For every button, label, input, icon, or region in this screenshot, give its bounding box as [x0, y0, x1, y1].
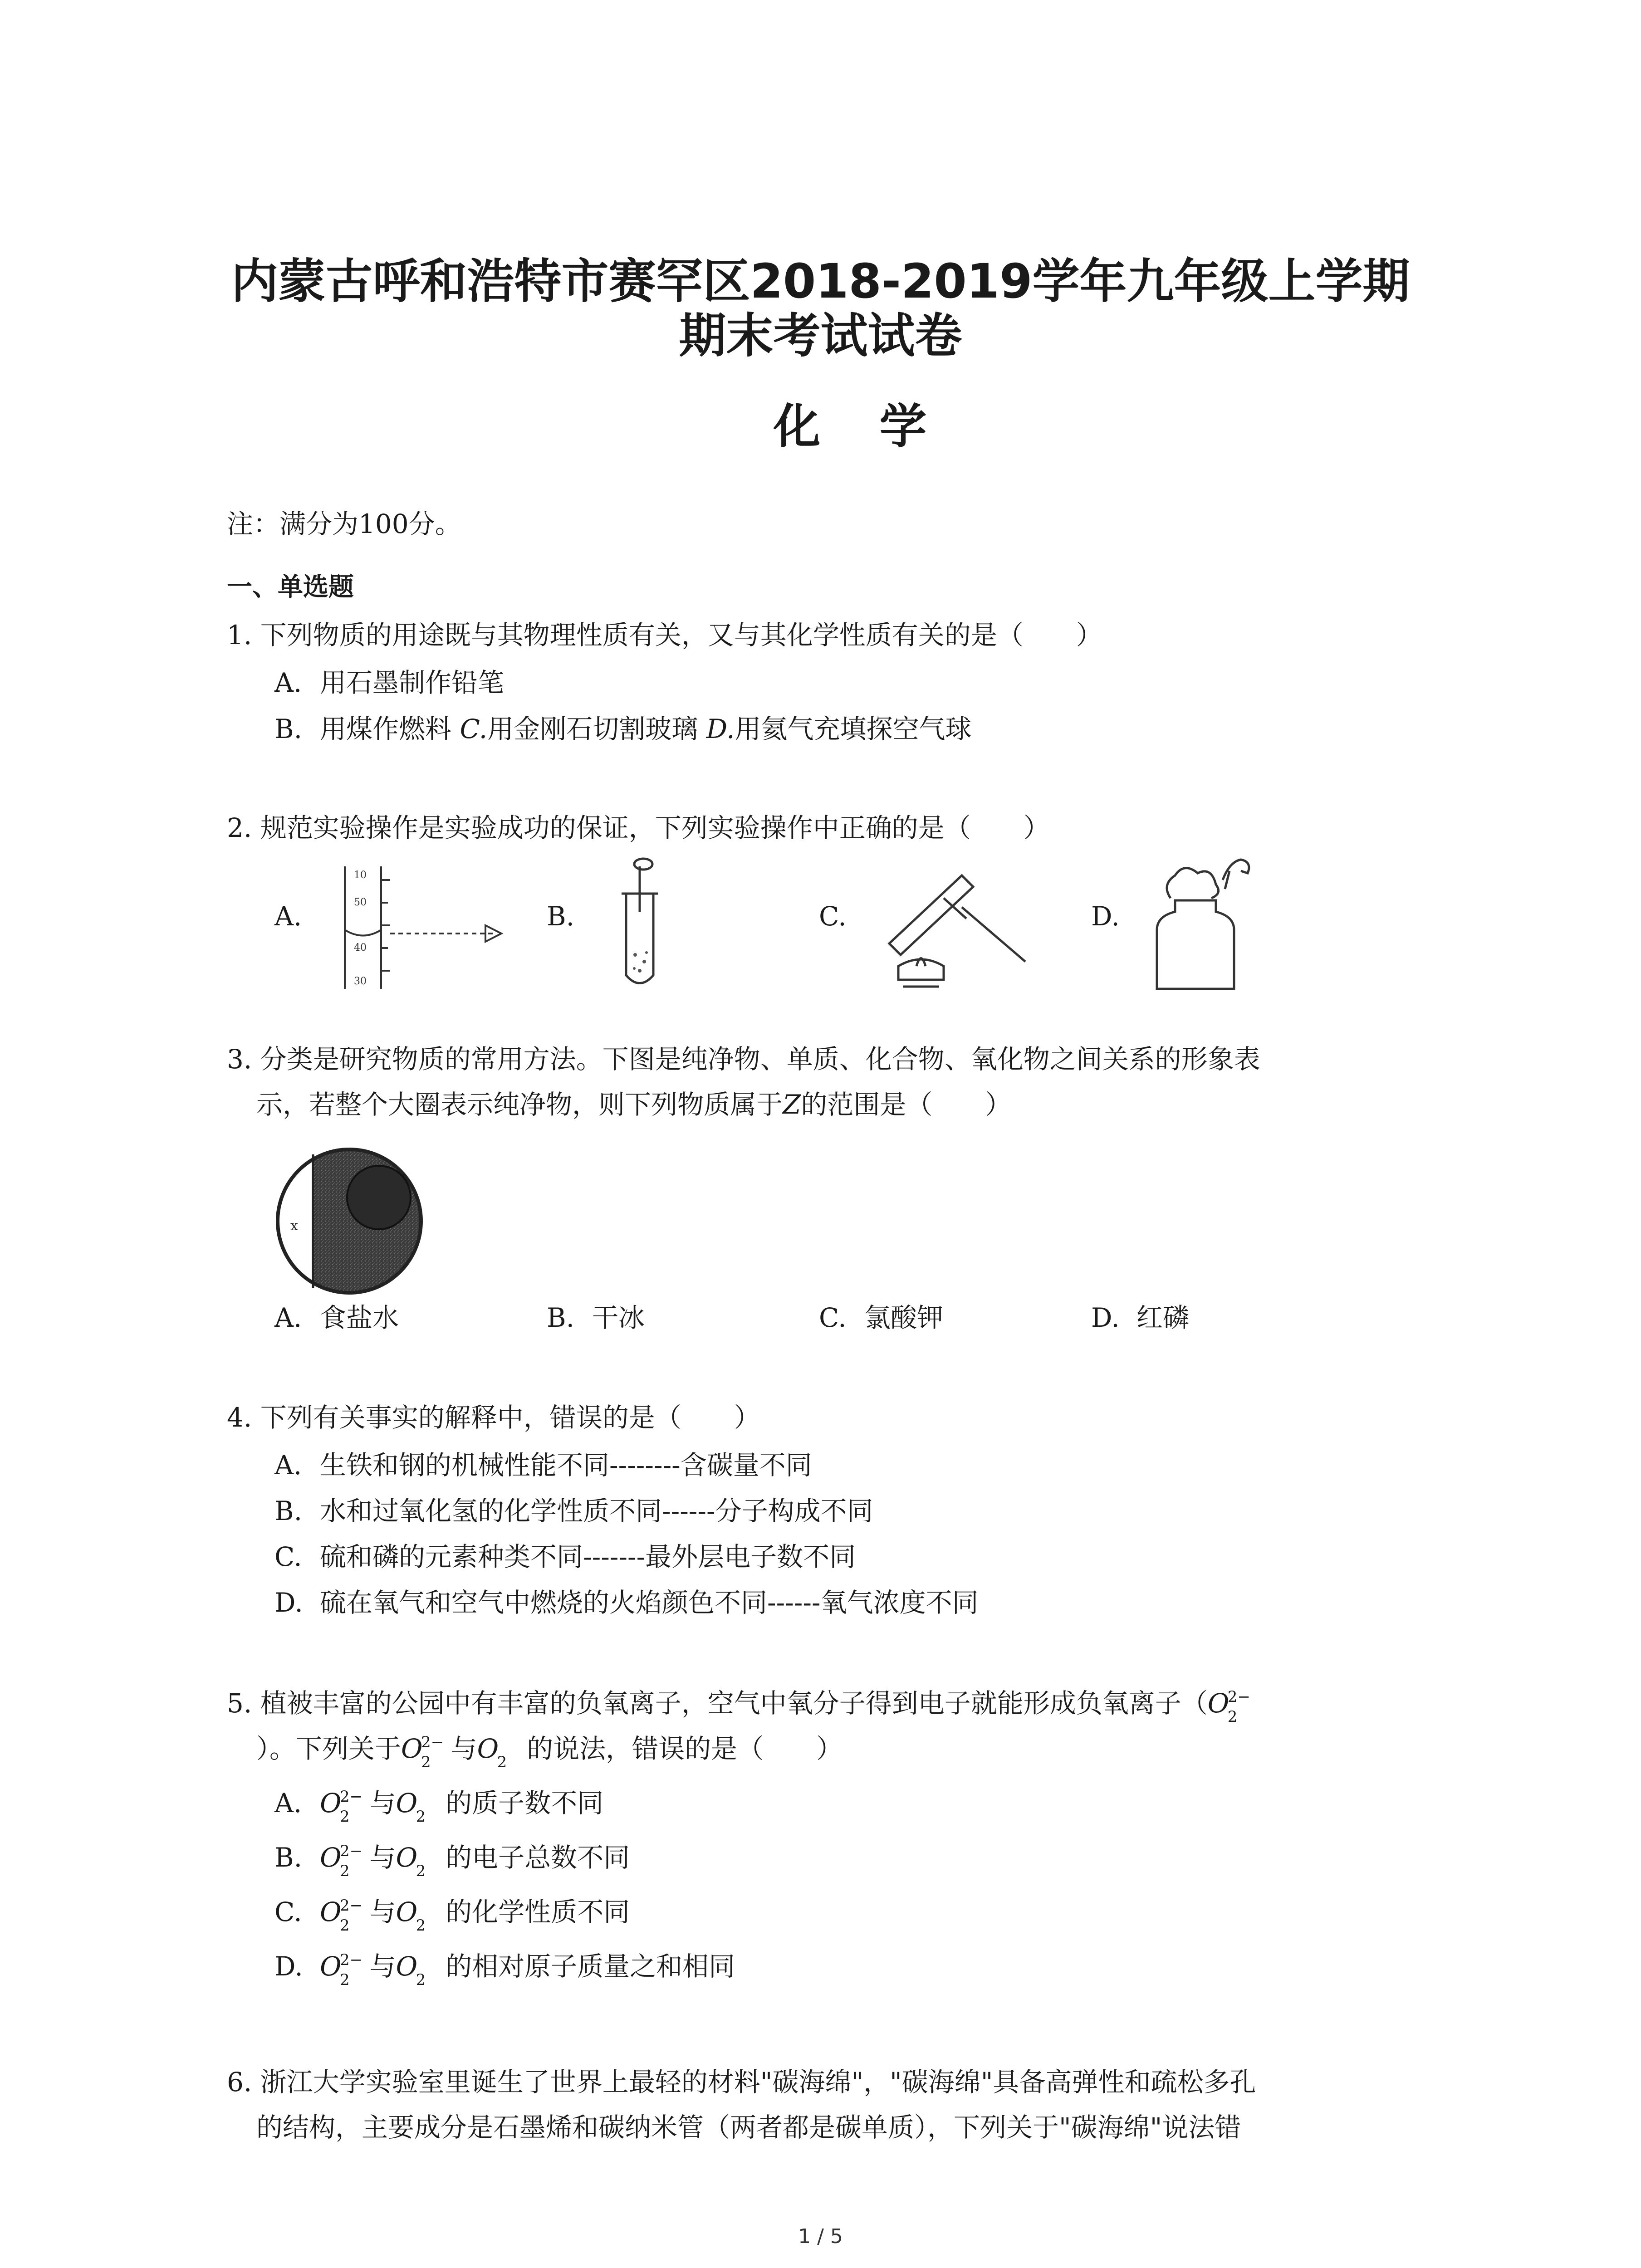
question-4-option-a[interactable] — [274, 1449, 812, 1481]
option-text[interactable]: 用金刚石切割玻璃 — [487, 714, 698, 744]
question-3-option-c[interactable] — [819, 1302, 943, 1334]
question-5-option-d[interactable]: D. O 2− 2 与O 2 的相对原子质量之和相同 — [274, 1951, 735, 1989]
variable-z: Z — [783, 1089, 801, 1120]
question-4-option-d[interactable] — [274, 1587, 979, 1618]
option-text: 食盐水 — [320, 1302, 399, 1333]
superoxide-ion-formula: O 2− 2 — [401, 1733, 444, 1771]
gas-bottle-figure — [1143, 853, 1261, 993]
option-text: 红磷 — [1136, 1302, 1190, 1333]
option-text: 硫在氧气和空气中燃烧的火焰颜色不同------氧气浓度不同 — [320, 1587, 979, 1618]
option-label: C. — [274, 1541, 302, 1572]
stem-text: 5. 植被丰富的公园中有丰富的负氧离子，空气中氧分子得到电子就能形成负氧离子（ — [227, 1688, 1208, 1719]
option-text: 的化学性质不同 — [446, 1897, 630, 1927]
subject-title: 化学 — [773, 399, 986, 454]
question-4-option-b[interactable] — [274, 1495, 873, 1527]
stem-text: 的说法，错误的是（ ） — [527, 1733, 843, 1764]
stem-text: ）。下列关于 — [256, 1733, 402, 1764]
option-text[interactable]: 用煤作燃料 — [320, 714, 452, 744]
option-label: C. — [819, 1302, 847, 1333]
option-text: 的电子总数不同 — [446, 1842, 630, 1873]
option-label: A. — [274, 1450, 302, 1481]
superoxide-ion-formula: O 2− 2 — [320, 1842, 363, 1880]
question-1-options-bcd — [274, 713, 972, 745]
question-1-stem: 1. 下列物质的用途既与其物理性质有关，又与其化学性质有关的是（ ） — [227, 620, 1102, 650]
option-text: 氯酸钾 — [864, 1302, 944, 1333]
option-text: 硫和磷的元素种类不同-------最外层电子数不同 — [320, 1541, 856, 1572]
option-label: D. — [274, 1587, 303, 1618]
stem-text: 示，若整个大圈表示纯净物，则下列物质属于 — [256, 1089, 783, 1120]
option-label: C. — [460, 714, 488, 744]
question-5-stem-line-2 — [256, 1733, 843, 1771]
option-label: D. — [274, 1951, 303, 1982]
question-5-option-b[interactable]: B. O 2− 2 与O 2 的电子总数不同 — [274, 1842, 630, 1880]
stem-text: 与 — [451, 1733, 477, 1764]
page-number: 1 / 5 — [798, 2225, 843, 2248]
oxygen-molecule-formula: O 2 — [396, 1951, 426, 1989]
question-3-option-b[interactable] — [547, 1302, 645, 1334]
option-text: 干冰 — [592, 1302, 645, 1333]
classification-circle-figure — [270, 1148, 433, 1297]
superoxide-ion-formula: O 2− 2 — [1207, 1688, 1250, 1726]
option-text: 用石墨制作铅笔 — [320, 667, 505, 698]
option-text: 水和过氧化氢的化学性质不同------分子构成不同 — [320, 1496, 873, 1526]
question-3-option-a[interactable] — [274, 1302, 399, 1334]
score-note: 注：满分为100分。 — [227, 508, 461, 539]
cylinder-scale-top: 10 — [354, 870, 367, 881]
option-text[interactable]: 用氦气充填探空气球 — [735, 714, 972, 744]
option-label: D. — [706, 714, 735, 744]
option-label: C. — [274, 1897, 302, 1927]
cylinder-scale-label: 50 — [354, 897, 367, 908]
oxygen-molecule-formula: O 2 — [396, 1897, 426, 1935]
question-6-stem-line-1: 6. 浙江大学实验室里诞生了世界上最轻的材料"碳海绵"，"碳海绵"具备高弹性和疏松多孔 — [227, 2067, 1256, 2097]
region-x-label: x — [290, 1218, 298, 1234]
option-label: D. — [1091, 1302, 1120, 1333]
question-2-option-c-label[interactable]: C. — [819, 901, 847, 932]
question-3-stem-line-2 — [256, 1089, 1011, 1120]
question-6-stem-line-2: 的结构，主要成分是石墨烯和碳纳米管（两者都是碳单质），下列关于"碳海绵"说法错 — [256, 2112, 1241, 2143]
title-line-1: 内蒙古呼和浩特市赛罕区2018-2019学年九年级上学期 — [231, 254, 1410, 309]
superoxide-ion-formula: O 2− 2 — [320, 1788, 363, 1826]
question-4-stem: 4. 下列有关事实的解释中，错误的是（ ） — [227, 1402, 760, 1433]
option-label: A. — [274, 1788, 302, 1818]
question-5-option-c[interactable]: C. O 2− 2 与O 2 的化学性质不同 — [274, 1897, 630, 1935]
option-label: A. — [274, 667, 302, 698]
superoxide-ion-formula: O 2− 2 — [320, 1951, 363, 1989]
question-2-option-a-label[interactable]: A. — [274, 901, 302, 932]
option-text: 生铁和钢的机械性能不同--------含碳量不同 — [320, 1450, 812, 1481]
oxygen-molecule-formula: O 2 — [477, 1733, 507, 1771]
question-2-option-b-label[interactable]: B. — [547, 901, 575, 932]
question-2-stem: 2. 规范实验操作是实验成功的保证，下列实验操作中正确的是（ ） — [227, 812, 1050, 843]
question-4-option-c[interactable] — [274, 1541, 856, 1573]
question-3-option-d[interactable] — [1091, 1302, 1189, 1334]
question-1-option-a[interactable] — [274, 667, 504, 699]
option-label: B. — [274, 714, 303, 744]
test-tube-dropper-figure — [608, 857, 690, 993]
cylinder-scale-bottom: 30 — [354, 976, 367, 987]
question-5-stem-line-1 — [227, 1687, 1257, 1726]
option-label: B. — [274, 1842, 303, 1873]
stem-text: 的范围是（ ） — [801, 1089, 1012, 1120]
question-3-stem-line-1: 3. 分类是研究物质的常用方法。下图是纯净物、单质、化合物、氧化物之间关系的形象表 — [227, 1044, 1260, 1075]
cylinder-scale-label: 40 — [354, 942, 367, 953]
option-label: B. — [274, 1496, 303, 1526]
graduated-cylinder-figure — [331, 862, 522, 993]
oxygen-molecule-formula: O 2 — [396, 1842, 426, 1880]
option-text: 的相对原子质量之和相同 — [446, 1951, 735, 1982]
option-label: B. — [547, 1302, 575, 1333]
question-5-option-a[interactable]: A. O 2− 2 与O 2 的质子数不同 — [274, 1788, 604, 1826]
option-text: 的质子数不同 — [446, 1788, 604, 1818]
superoxide-ion-formula: O 2− 2 — [320, 1897, 363, 1935]
option-label: A. — [274, 1302, 302, 1333]
question-2-option-d-label[interactable]: D. — [1091, 901, 1120, 932]
heating-test-tube-figure — [871, 857, 1043, 993]
oxygen-molecule-formula: O 2 — [396, 1788, 426, 1826]
title-line-2: 期末考试试卷 — [679, 308, 962, 363]
section-title: 一、单选题 — [227, 572, 354, 602]
